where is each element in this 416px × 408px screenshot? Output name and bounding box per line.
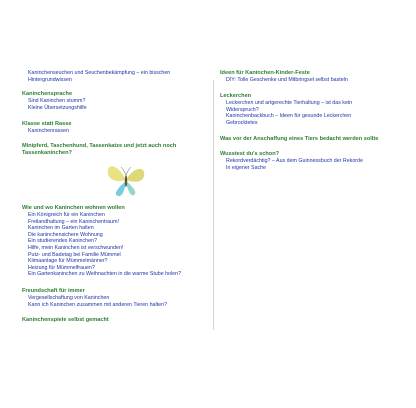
toc-section-spiele: [22, 317, 210, 324]
toc-item[interactable]: Sind Kaninchen stumm?: [28, 98, 86, 104]
toc-item[interactable]: Kann ich Kaninchen zusammen mit anderen Tieren halten?: [28, 301, 167, 308]
toc-item[interactable]: Putz- und Badetag bei Familie Mümmel: [28, 251, 121, 258]
toc-section-rasse: [22, 121, 210, 135]
section-heading[interactable]: Freundschaft für immer: [22, 288, 85, 294]
section-heading[interactable]: Klasse statt Rasse: [22, 121, 72, 127]
toc-item[interactable]: Leckerchen und artgerechte Tierhaltung – ist das kein: [226, 100, 353, 106]
section-heading[interactable]: Minipferd, Taschenhund, Tassenkatze und jetzt auch noch: [22, 143, 177, 149]
section-heading[interactable]: Ideen für Kaninchen-Kinder-Feste: [220, 70, 310, 76]
toc-item[interactable]: Kaninchenrassen: [28, 128, 69, 134]
toc-section-wusstest: [220, 151, 408, 171]
toc-section-leckerchen: [220, 93, 408, 126]
toc-item[interactable]: In eigener Sache: [226, 164, 267, 171]
toc-item[interactable]: Vergesellschaftung von Kaninchen: [28, 295, 110, 301]
toc-section-anschaffung: [220, 136, 408, 143]
toc-item[interactable]: Ein Gartenkaninchen zu Weihnachten in die warme Stube holen?: [28, 271, 182, 278]
toc-item-text: Kaninchenseuchen und Seuchenbekämpfung – ein bisschen: [28, 70, 171, 76]
toc-item[interactable]: Heizung für Mümmelfrauen?: [28, 264, 95, 271]
toc-section-feste: [220, 70, 408, 84]
toc-item[interactable]: [22, 70, 210, 83]
toc-item[interactable]: Rekordverdächtig? – Aus dem Guinnessbuch der Rekorde: [226, 158, 363, 164]
toc-item[interactable]: Ein Königreich für ein Kaninchen: [28, 212, 105, 218]
section-heading[interactable]: Wusstest du's schon?: [220, 151, 280, 157]
toc-item[interactable]: Hilfe, mein Kaninchen ist verschwunden!: [28, 244, 124, 251]
section-heading[interactable]: Leckerchen: [220, 93, 252, 99]
toc-item[interactable]: Widerspruch?: [226, 106, 259, 113]
toc-item[interactable]: Kaninchen im Garten halten: [28, 225, 94, 232]
section-heading[interactable]: Wie und wo Kaninchen wohnen wollen: [22, 205, 125, 211]
section-heading[interactable]: Was vor der Anschaffung eines Tiers bedacht werden sollte: [220, 136, 379, 142]
toc-item[interactable]: Die kaninchensichere Wohnung: [28, 231, 103, 238]
toc-section-tassenkaninchen: [22, 143, 210, 157]
toc-section-kaninchensprache: [22, 91, 210, 111]
toc-item[interactable]: Freilandhaltung – ein Kaninchentraum!: [28, 218, 119, 225]
column-divider: [213, 80, 214, 330]
toc-item[interactable]: Ein studierendes Kaninchen?: [28, 238, 97, 245]
toc-item[interactable]: DIY: Tolle Geschenke und Mitbringsel selbst basteln: [226, 77, 348, 83]
toc-item[interactable]: Gebrocktetes: [226, 119, 258, 126]
butterfly-icon: [104, 160, 148, 200]
toc-section-wohnen: [22, 205, 210, 278]
toc-item[interactable]: Kaninchenbackbuch – Ideen für gesunde Leckerchen: [226, 113, 352, 120]
toc-item-text: Hintergrundwissen: [28, 76, 72, 83]
section-heading[interactable]: Kaninchensprache: [22, 91, 73, 97]
toc-item[interactable]: Kleine Übersetzungshilfe: [28, 104, 87, 111]
toc-continuation: [22, 70, 210, 83]
section-heading[interactable]: Kaninchenspiele selbst gemacht: [22, 317, 109, 323]
section-heading-continued[interactable]: Tassenkaninchen?: [22, 150, 72, 156]
toc-item[interactable]: Klimaanlage für Mümmelmänner?: [28, 258, 108, 265]
toc-section-freundschaft: [22, 288, 210, 308]
